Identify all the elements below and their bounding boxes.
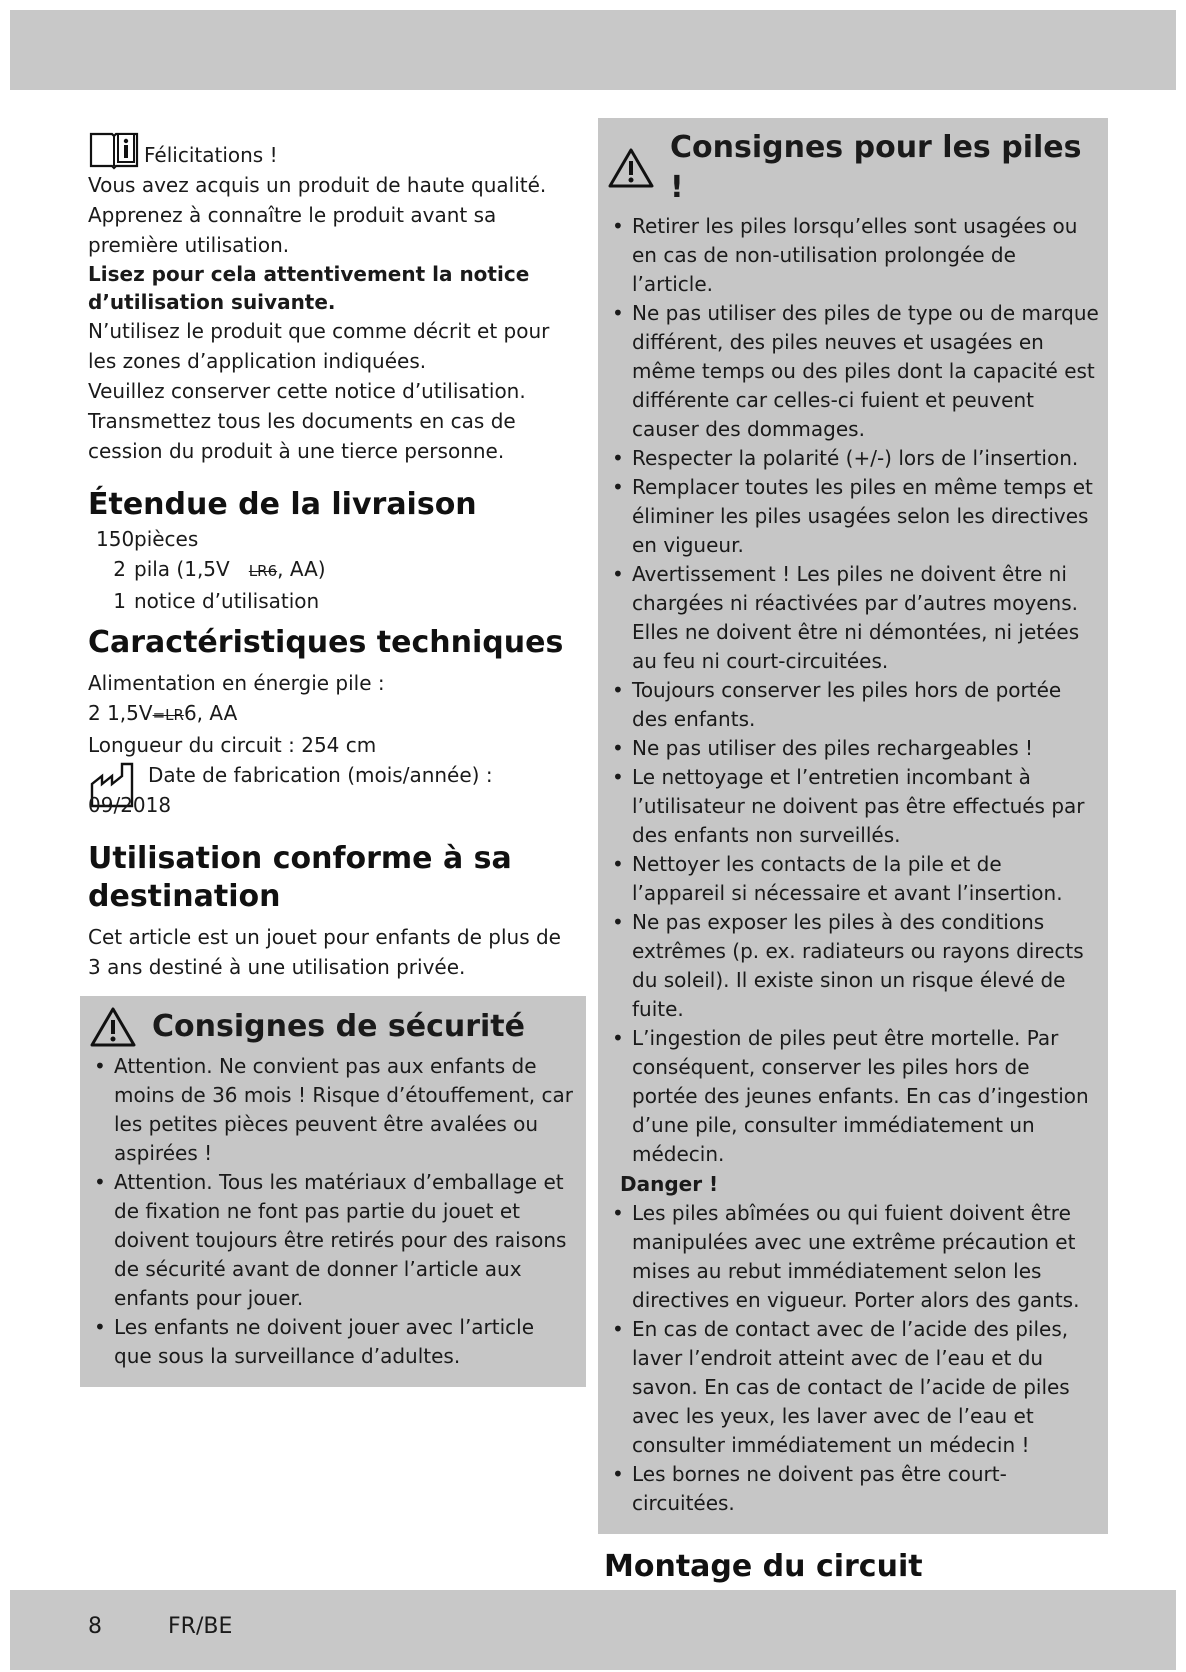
left-column (88, 118, 578, 1387)
use-title: Utilisation conforme à sa destination (88, 841, 512, 914)
danger-label: Danger ! (620, 1172, 719, 1196)
batteries-item: • Avertissement ! Les piles ne doivent être ni chargées ni réactivées par d’autres moyens. Elles ne doivent être ni démontées, ni jetées au feu ni court-circuitées. (608, 560, 1100, 676)
battery-mark: =LR (152, 706, 184, 724)
specs-title: Caractéristiques techniques (88, 625, 564, 660)
batteries-title-row (608, 128, 1100, 208)
intro-line-4: Veuillez conserver cette notice d’utilisation. (88, 379, 526, 403)
intro-bold-notice: Lisez pour cela attentivement la notice d’utilisation suivante. (88, 262, 530, 314)
batteries-item: • Retirer les piles lorsqu’elles sont usagées ou en cas de non-utilisation prolongée de l’article. (608, 212, 1100, 299)
safety-item: • Attention. Tous les matériaux d’emballage et de fixation ne font pas partie du jouet et doivent toujours être retirés pour des raisons de sécurité avant de donner l’article aux enfants pour jouer. (90, 1168, 578, 1313)
header-band (10, 10, 1176, 90)
batteries-item: • Remplacer toutes les piles en même temps et éliminer les piles usagées selon les directives en vigueur. (608, 473, 1100, 560)
batteries-item: • Ne pas utiliser des piles de type ou de marque différent, des piles neuves et usagées en même temps ou des piles dont la capacité est différente car celles-ci fuient et peuvent causer des dommages. (608, 299, 1100, 444)
assembly-title: Montage du circuit (604, 1549, 923, 1584)
intro-line-5: Transmettez tous les documents en cas de cession du produit à une tierce personne. (88, 409, 516, 463)
safety-item: • Attention. Ne convient pas aux enfants de moins de 36 mois ! Risque d’étouffement, car les petites pièces peuvent être avalées ou aspirées ! (90, 1052, 578, 1168)
batteries-item: • Respecter la polarité (+/-) lors de l’insertion. (608, 444, 1100, 473)
batteries-item: • Ne pas utiliser des piles rechargeables ! (608, 734, 1100, 763)
specs-power-value: 2 1,5V=LR6, AA (88, 701, 238, 725)
intro-line-3: N’utilisez le produit que comme décrit et pour les zones d’application indiquées. (88, 319, 550, 373)
safety-title: Consignes de sécurité (152, 1009, 525, 1044)
manufacture-date-value: 09/2018 (88, 793, 172, 817)
intro-line-1: Vous avez acquis un produit de haute qualité. (88, 173, 547, 197)
danger-list (608, 1199, 1100, 1518)
danger-item: • Les bornes ne doivent pas être court-circuitées. (608, 1460, 1100, 1518)
danger-item: • Les piles abîmées ou qui fuient doivent être manipulées avec une extrême précaution et mises au rebut immédiatement selon les directives en vigueur. Porter alors des gants. (608, 1199, 1100, 1315)
batteries-title: Consignes pour les piles ! (670, 130, 1082, 205)
batteries-item: • Nettoyer les contacts de la pile et de l’appareil si nécessaire et avant l’insertion. (608, 850, 1100, 908)
page-number: 8 (88, 1614, 102, 1639)
battery-mark: LR6 (248, 562, 278, 580)
delivery-item: 2 pila (1,5V LR6, AA) (113, 557, 326, 581)
safety-item: • Les enfants ne doivent jouer avec l’article que sous la surveillance d’adultes. (90, 1313, 578, 1371)
manufacture-date-row (88, 760, 578, 820)
intro-greeting-row (88, 118, 578, 170)
delivery-item: 1 notice d’utilisation (113, 589, 320, 613)
warning-triangle-icon (90, 1006, 136, 1048)
specs-power-label: Alimentation en énergie pile : (88, 671, 385, 695)
batteries-box (598, 118, 1108, 1534)
info-book-icon (88, 130, 140, 170)
specs-length: Longueur du circuit : 254 cm (88, 733, 377, 757)
intro-greeting: Félicitations ! (144, 143, 278, 167)
right-column (604, 118, 1108, 1652)
batteries-item: • L’ingestion de piles peut être mortelle. Par conséquent, conserver les piles hors de portée des jeunes enfants. En cas d’ingestion d’une pile, consulter immédiatement un médecin. (608, 1024, 1100, 1169)
manufacture-date-label: Date de fabrication (mois/année) : (148, 763, 493, 787)
batteries-list (608, 212, 1100, 1169)
safety-box (80, 996, 586, 1387)
use-text: Cet article est un jouet pour enfants de plus de 3 ans destiné à une utilisation privée. (88, 925, 561, 979)
page-language: FR/BE (168, 1614, 233, 1639)
safety-list (90, 1052, 578, 1371)
intro-line-2: Apprenez à connaître le produit avant sa première utilisation. (88, 203, 497, 257)
delivery-item: 150pièces (96, 527, 199, 551)
batteries-item: • Toujours conserver les piles hors de portée des enfants. (608, 676, 1100, 734)
delivery-list (88, 524, 578, 616)
batteries-item: • Le nettoyage et l’entretien incombant à l’utilisateur ne doivent pas être effectués par des enfants non surveillés. (608, 763, 1100, 850)
delivery-title: Étendue de la livraison (88, 487, 477, 522)
warning-triangle-icon (608, 147, 654, 189)
safety-title-row (90, 1006, 578, 1048)
danger-item: • En cas de contact avec de l’acide des piles, laver l’endroit atteint avec de l’eau et du savon. En cas de contact de l’acide de piles avec les yeux, les laver avec de l’eau et consulter immédiatement un médecin ! (608, 1315, 1100, 1460)
batteries-item: • Ne pas exposer les piles à des conditions extrêmes (p. ex. radiateurs ou rayons directs du soleil). Il existe sinon un risque élevé de fuite. (608, 908, 1100, 1024)
